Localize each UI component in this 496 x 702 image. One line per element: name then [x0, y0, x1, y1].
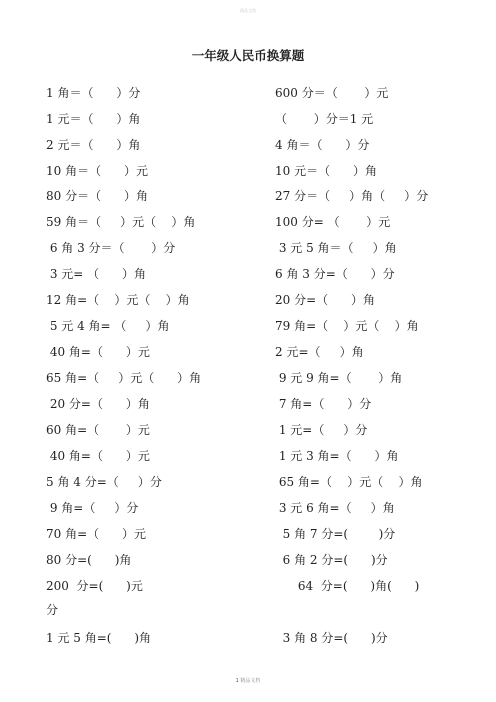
- exercise-right: 64 分=( )角( ): [275, 579, 420, 593]
- exercise-right: 27 分＝（ ）角（ ）分: [275, 189, 429, 203]
- exercise-row: [0, 370, 496, 390]
- exercise-right: 10 元＝（ ）角: [275, 164, 377, 178]
- exercise-right: 9 元 9 角=（ ）角: [275, 371, 403, 385]
- exercise-row: [0, 318, 496, 338]
- exercise-row: [0, 474, 496, 494]
- exercise-right: 1 元=（ ）分: [275, 423, 368, 437]
- page-footer: [0, 677, 496, 684]
- exercise-left: 40 角=（ ）元: [46, 345, 150, 359]
- exercise-left: 10 角＝（ ）元: [46, 164, 148, 178]
- exercise-right: 5 角 7 分=( )分: [275, 527, 396, 541]
- exercise-right: 1 元 3 角=（ ）角: [275, 449, 399, 463]
- exercise-row: [0, 552, 496, 572]
- exercise-left: 9 角=（ ）分: [46, 501, 139, 515]
- exercise-row: [0, 422, 496, 442]
- exercise-right: 4 角＝（ ）分: [275, 138, 370, 152]
- exercise-left: 60 角=（ ）元: [46, 423, 150, 437]
- exercise-left: 6 角 3 分＝（ ）分: [46, 241, 176, 255]
- exercise-row: [0, 266, 496, 286]
- exercise-left: 分: [46, 603, 59, 617]
- exercise-left: 80 分=( )角: [46, 553, 132, 567]
- exercise-left: 5 角 4 分=（ ）分: [46, 475, 162, 489]
- exercise-row: [0, 188, 496, 208]
- exercise-right: 2 元=（ ）角: [275, 345, 364, 359]
- exercise-right: 3 角 8 分=( )分: [275, 631, 388, 645]
- exercise-row: [0, 500, 496, 520]
- exercise-row: [0, 396, 496, 416]
- page-title: 一年级人民币换算题: [191, 48, 305, 63]
- exercise-right: 65 角=（ ）元（ ）角: [275, 475, 423, 489]
- page-number: 1: [235, 678, 239, 684]
- exercise-row: [0, 630, 496, 650]
- exercise-left: 40 角=（ ）元: [46, 449, 150, 463]
- exercise-row: [0, 240, 496, 260]
- exercise-left: 70 角=（ ）元: [46, 527, 147, 541]
- exercise-row: [0, 137, 496, 157]
- exercise-left: 5 元 4 角= （ ）角: [46, 319, 170, 333]
- exercise-left: 2 元＝（ ）角: [46, 138, 141, 152]
- header-watermark: 精品文档: [240, 8, 256, 13]
- exercise-row: [0, 602, 496, 622]
- exercise-row: [0, 111, 496, 131]
- exercise-row: [0, 214, 496, 234]
- exercise-right: 100 分= （ ）元: [275, 215, 391, 229]
- footer-label: 精品文档: [240, 678, 261, 684]
- exercise-right: 3 元 6 角=（ ）角: [275, 501, 395, 515]
- exercise-left: 80 分＝（ ）角: [46, 189, 148, 203]
- exercise-right: 6 角 2 分=( )分: [275, 553, 388, 567]
- exercise-left: 1 角＝（ ）分: [46, 86, 141, 100]
- exercise-right: 20 分=（ ）角: [275, 293, 376, 307]
- exercise-left: 3 元= （ ）角: [46, 267, 147, 281]
- exercise-row: [0, 578, 496, 598]
- exercise-right: 79 角=（ ）元（ ）角: [275, 319, 419, 333]
- exercise-left: 20 分=（ ）角: [46, 397, 150, 411]
- exercise-left: 12 角=（ ）元（ ）角: [46, 293, 190, 307]
- exercise-row: [0, 292, 496, 312]
- exercise-row: [0, 85, 496, 105]
- exercise-left: 59 角＝（ ）元（ ）角: [46, 215, 196, 229]
- exercise-row: [0, 163, 496, 183]
- exercise-right: 600 分＝（ ）元: [275, 86, 389, 100]
- exercise-row: [0, 526, 496, 546]
- exercise-left: 1 元＝（ ）角: [46, 112, 141, 126]
- exercise-right: 6 角 3 分=（ ）分: [275, 267, 395, 281]
- exercise-right: 3 元 5 角＝（ ）角: [275, 241, 397, 255]
- exercise-left: 200 分=( )元: [46, 579, 143, 593]
- exercise-right: 7 角=（ ）分: [275, 397, 372, 411]
- exercise-row: [0, 448, 496, 468]
- exercise-right: （ ）分＝1 元: [275, 112, 374, 126]
- exercise-left: 1 元 5 角=( )角: [46, 631, 152, 645]
- exercise-row: [0, 344, 496, 364]
- exercise-left: 65 角=（ ）元（ ）角: [46, 371, 202, 385]
